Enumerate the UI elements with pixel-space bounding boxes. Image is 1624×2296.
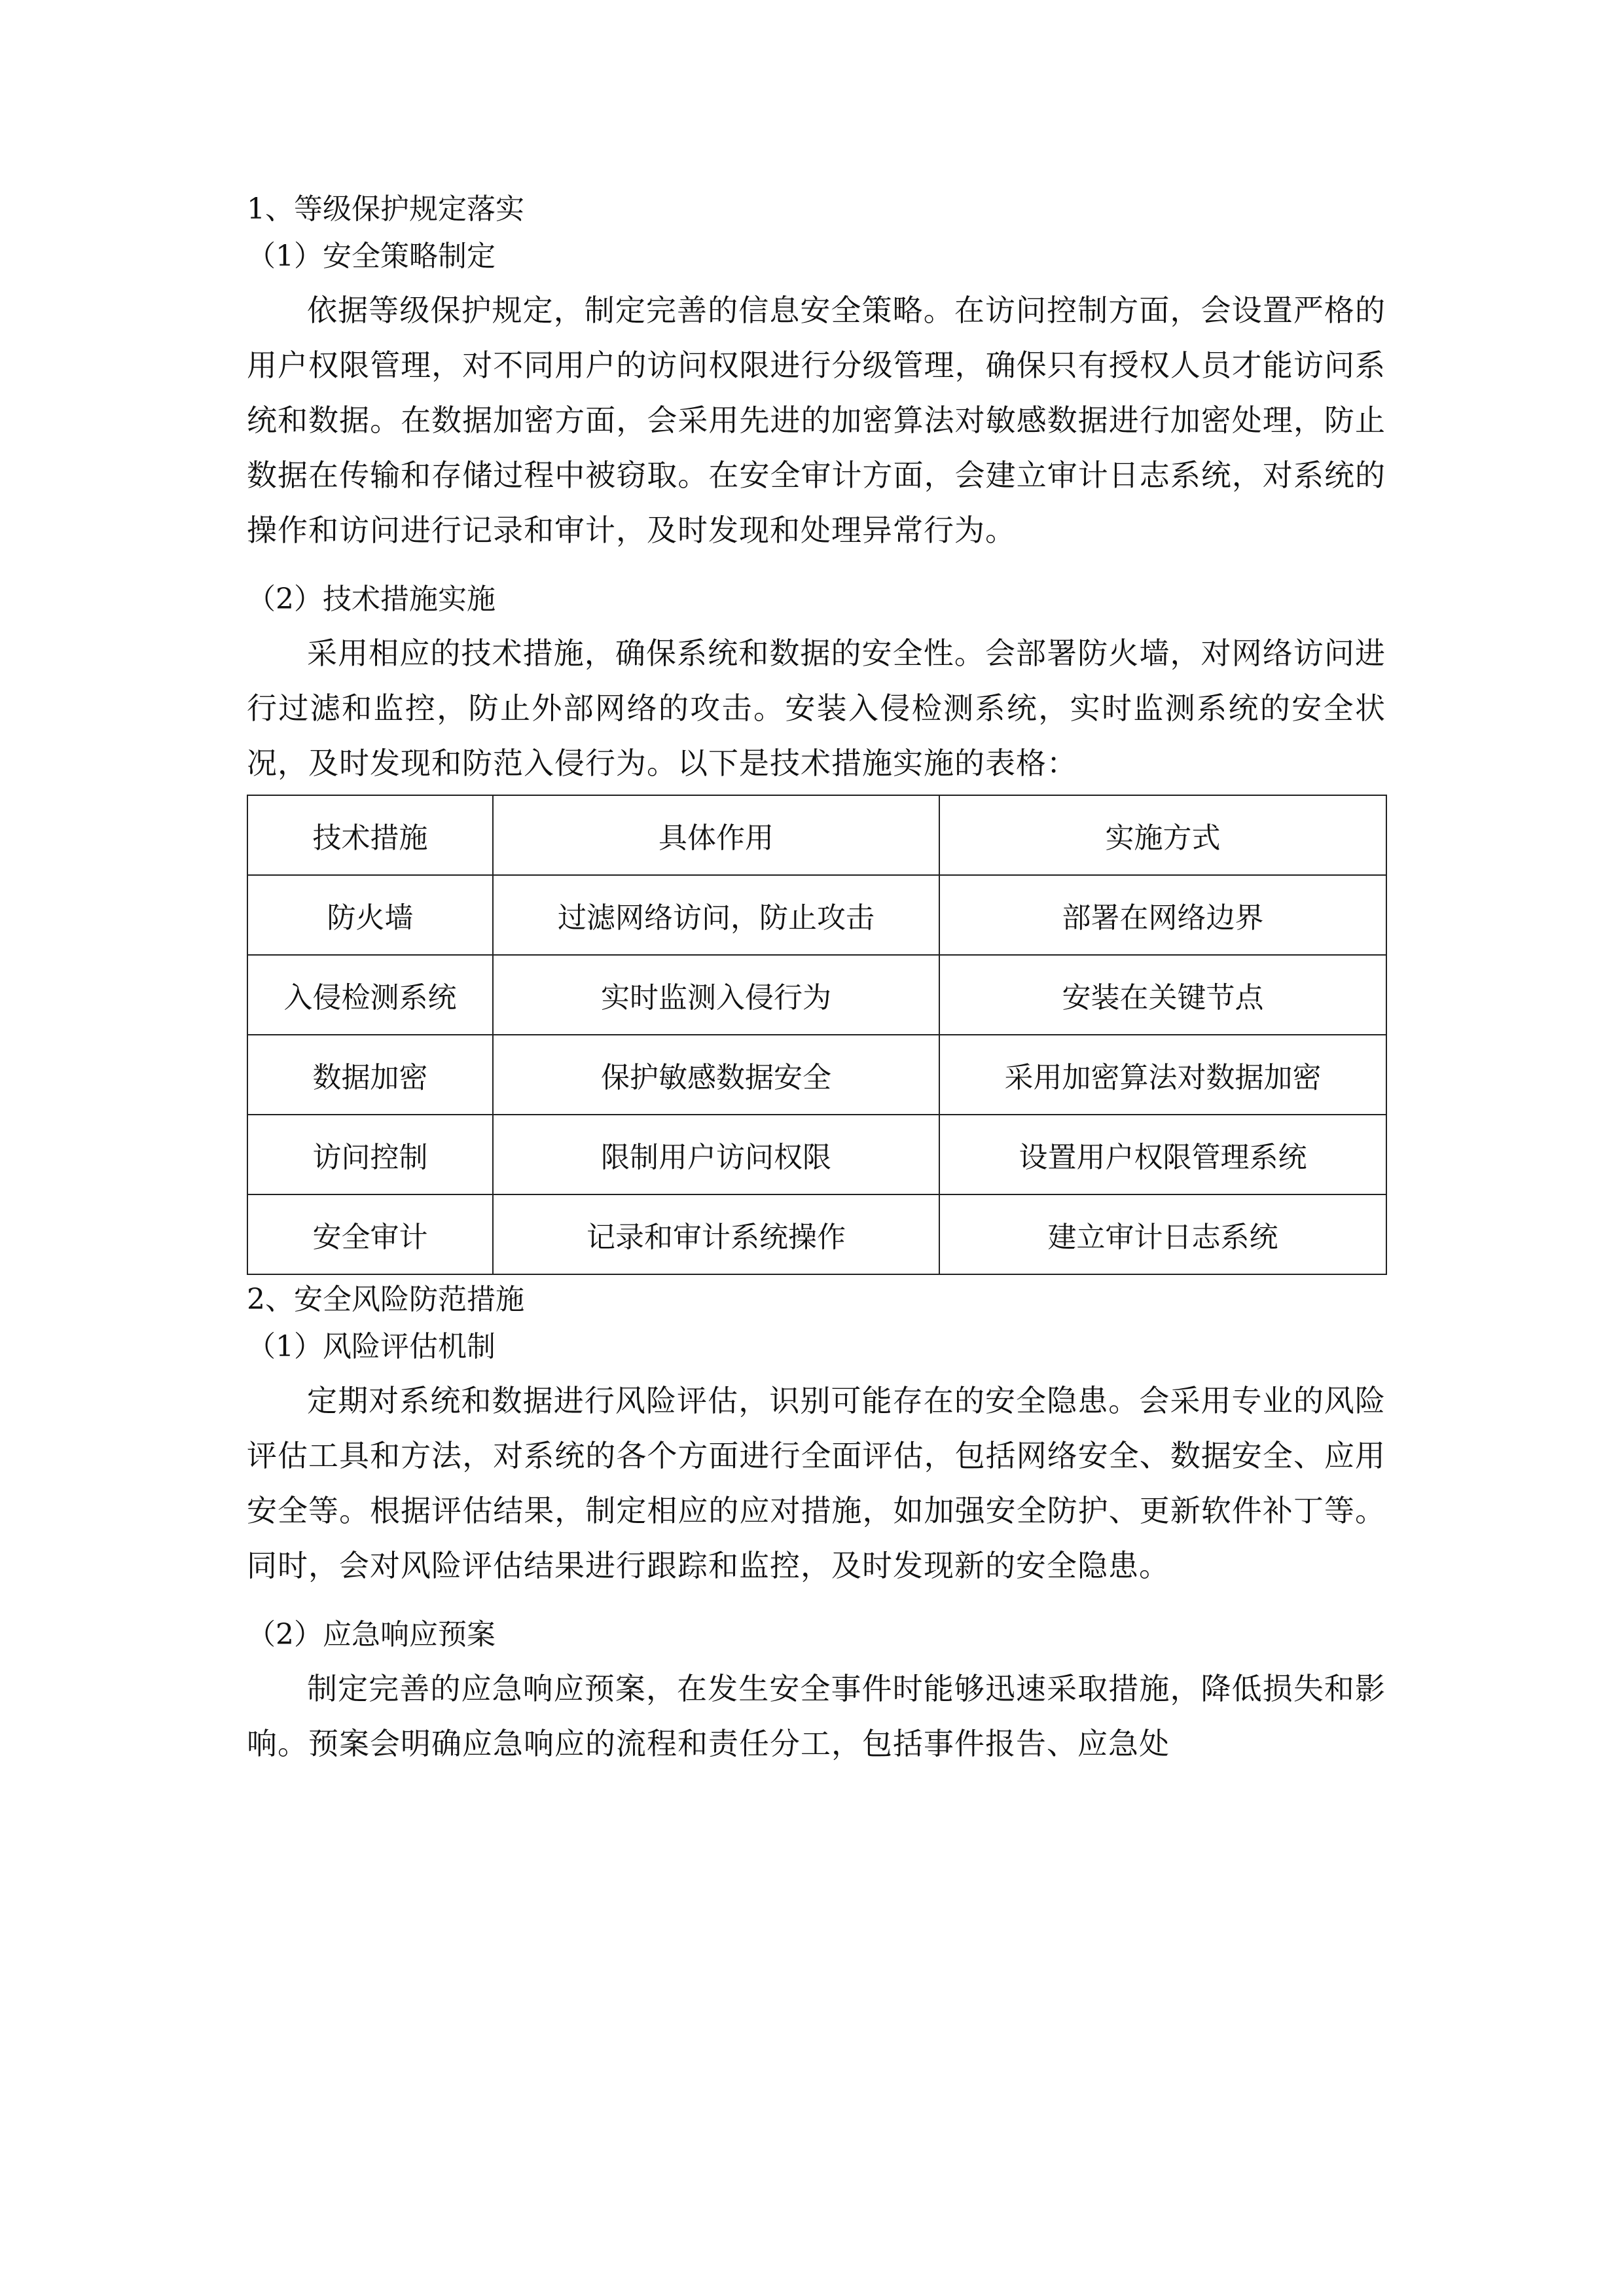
table-cell: 保护敏感数据安全 [493,1035,939,1115]
table-cell: 设置用户权限管理系统 [939,1115,1386,1194]
table-cell: 安全审计 [247,1194,493,1274]
table-cell: 防火墙 [247,875,493,955]
table-row [247,1035,1386,1115]
section-1-title: 1、等级保护规定落实 [247,192,524,226]
table-cell: 安装在关键节点 [939,955,1386,1035]
subsection-2-1-paragraph: 定期对系统和数据进行风险评估，识别可能存在的安全隐患。会采用专业的风险评估工具和方法，对系统的各个方面进行全面评估，包括网络安全、数据安全、应用安全等。根据评估结果，制定相应的应对措施，如加强安全防护、更新软件补丁等。同时，会对风险评估结果进行跟踪和监控，及时发现新的安全隐患。 [247,1383,1386,1583]
technical-measures-table [247,795,1387,1275]
table-row [247,955,1386,1035]
table-header-row [247,795,1386,875]
subsection-1-1-paragraph: 依据等级保护规定，制定完善的信息安全策略。在访问控制方面，会设置严格的用户权限管理，对不同用户的访问权限进行分级管理，确保只有授权人员才能访问系统和数据。在数据加密方面，会采用先进的加密算法对敏感数据进行加密处理，防止数据在传输和存储过程中被窃取。在安全审计方面，会建立审计日志系统，对系统的操作和访问进行记录和审计，及时发现和处理异常行为。 [247,293,1386,548]
table-row [247,1194,1386,1274]
table-cell: 采用加密算法对数据加密 [939,1035,1386,1115]
table-cell: 记录和审计系统操作 [493,1194,939,1274]
table-cell: 部署在网络边界 [939,875,1386,955]
subsection-1-2-paragraph: 采用相应的技术措施，确保系统和数据的安全性。会部署防火墙，对网络访问进行过滤和监控，防止外部网络的攻击。安装入侵检测系统，实时监测系统的安全状况，及时发现和防范入侵行为。以下是技术措施实施的表格： [247,636,1386,781]
table-row [247,1115,1386,1194]
subsection-2-1-title: （1）风险评估机制 [247,1330,496,1363]
table-cell: 数据加密 [247,1035,493,1115]
table-row [247,875,1386,955]
table-header-cell: 实施方式 [939,795,1386,875]
table-cell: 实时监测入侵行为 [493,955,939,1035]
subsection-1-2-title: （2）技术措施实施 [247,583,496,616]
table-cell: 建立审计日志系统 [939,1194,1386,1274]
table-cell: 访问控制 [247,1115,493,1194]
table-cell: 入侵检测系统 [247,955,493,1035]
table-header-cell: 技术措施 [247,795,493,875]
table-header-cell: 具体作用 [493,795,939,875]
subsection-1-1-title: （1）安全策略制定 [247,240,496,273]
section-2-title: 2、安全风险防范措施 [247,1283,524,1316]
table-cell: 过滤网络访问，防止攻击 [493,875,939,955]
table-cell: 限制用户访问权限 [493,1115,939,1194]
subsection-2-2-paragraph: 制定完善的应急响应预案，在发生安全事件时能够迅速采取措施，降低损失和影响。预案会明确应急响应的流程和责任分工，包括事件报告、应急处 [247,1671,1386,1761]
subsection-2-2-title: （2）应急响应预案 [247,1618,496,1651]
document-page [247,190,1386,1771]
